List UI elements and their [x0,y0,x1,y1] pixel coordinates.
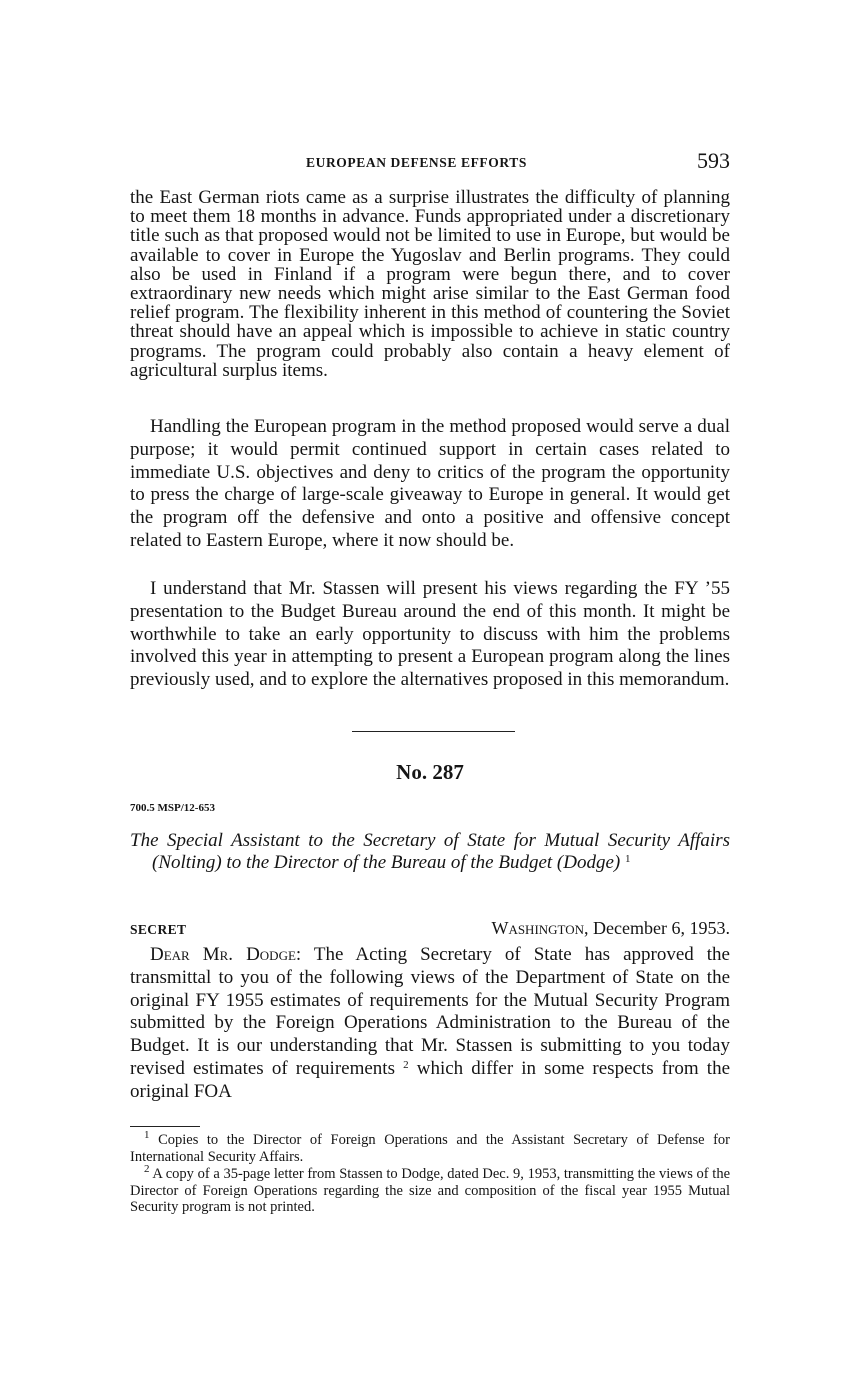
paragraph-continued: the East German riots came as a surprise illustrates the difficulty of planning to meet them 18 months in advance. Funds appropriated under a discretionary title such as that proposed would not be limited to use in Europe, but would be available to cover in Europe the Yugoslav and Berlin programs. They could also be used in Finland if a program were begun there, and to cover extraordinary new needs which might arise similar to the East German food relief program. The flexibility inherent in this method of countering the Soviet threat should have an appeal which is impossible to achieve in static country programs. The program could probably also contain a heavy element of agricultural surplus items. [130,187,730,381]
section-divider [352,731,515,732]
footnote [130,1129,730,1165]
letter-body-part1: : The Acting Secretary of State has approved the transmittal to you of the following views of the Department of State on the original FY 1955 estimates of requirements for the Mutual Security Program submitted by the Foreign Operations Administration to the Bureau of the Budget. It is our understanding that Mr. Stassen is submitting to you today revised estimates of requirements [130,944,730,1079]
place: Washington [491,918,585,938]
running-head [130,148,730,174]
footnote-divider [130,1126,200,1127]
document-number: No. 287 [396,760,464,784]
page-number: 593 [697,148,730,173]
date: , December 6, 1953. [584,918,730,938]
footnote-mark: 1 [144,1129,150,1141]
file-reference: 700.5 MSP/12-653 [130,802,215,814]
footnotes [130,1129,731,1217]
footnote-text: Copies to the Director of Foreign Operations and the Assistant Secretary of Defense for International Security Affairs. [130,1132,730,1165]
salutation: Dear Mr. Dodge [150,944,296,965]
dateline [130,918,730,944]
letter-body-part2: which differ in some respects from the original FOA [130,1057,731,1102]
running-title: EUROPEAN DEFENSE EFFORTS [306,155,527,170]
place-date [491,918,730,939]
footnote-text: A copy of a 35-page letter from Stassen to Dodge, dated Dec. 9, 1953, transmitting the views of the Director of Foreign Operations regarding the size and composition of the fiscal year 1955 Mutual Security program is not printed. [130,1166,731,1215]
footnote-mark: 2 [144,1163,150,1175]
footnote [130,1163,731,1216]
classification-label: SECRET [130,922,187,937]
paragraph-dual-purpose: Handling the European program in the method proposed would serve a dual purpose; it would permit continued support in certain cases related to immediate U.S. objectives and deny to critics of the program the opportunity to press the charge of large-scale giveaway to Europe in general. It would get the program off the defensive and onto a positive and offensive concept related to Eastern Europe, where it now should be. [130,416,730,551]
letter-body [130,944,730,1104]
paragraph-stassen-views: I understand that Mr. Stassen will present his views regarding the FY ’55 presentation to the Budget Bureau around the end of this month. It might be worthwhile to take an early opportunity to discuss with him the problems involved this year in attempting to present a European program along the lines previously used, and to explore the alternatives proposed in this memorandum. [130,578,730,691]
document-heading [130,830,730,874]
document-heading-text: The Special Assistant to the Secretary of State for Mutual Security Affairs (Nolting) to the Director of the Bureau of the Budget (Dodge) [130,830,730,873]
body-footnote-mark[interactable]: 2 [403,1058,409,1071]
heading-footnote-mark[interactable]: 1 [624,853,631,865]
